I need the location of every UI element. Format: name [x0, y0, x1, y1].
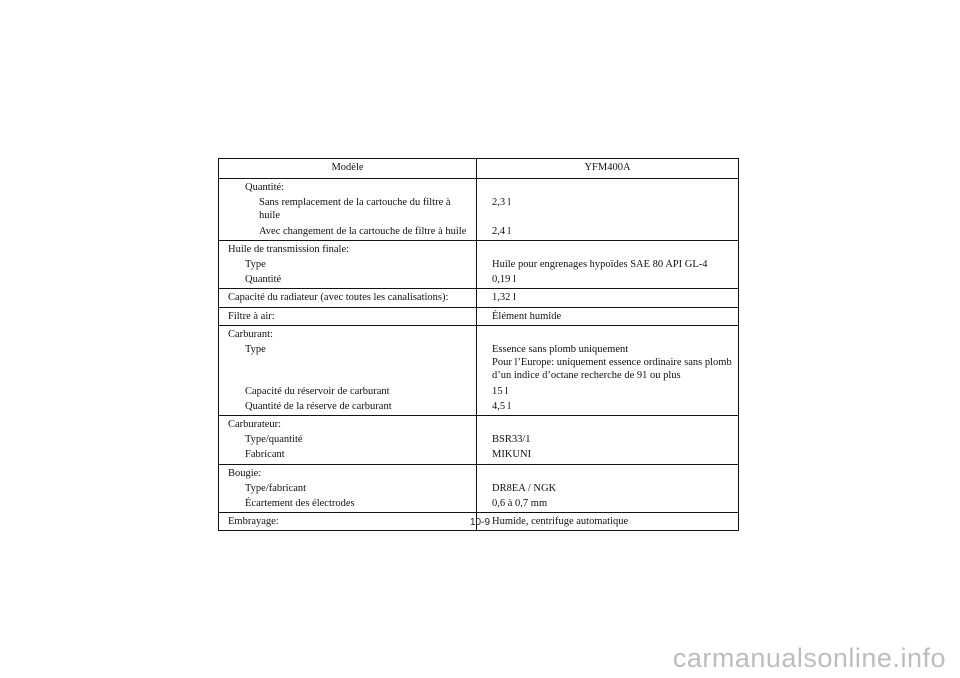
row-value: Élément humide — [477, 307, 739, 325]
row-label: Type — [245, 344, 266, 356]
spec-table — [218, 158, 739, 531]
row-value: Humide, centrifuge automatique — [477, 513, 739, 531]
row-value-multiline — [477, 342, 739, 384]
row-label: Capacité du réservoir de carburant — [245, 385, 390, 397]
table-header-row — [219, 159, 739, 179]
row-label: Quantité — [245, 274, 282, 286]
row-label: Avec changement de la cartouche de filtre à huile — [259, 225, 467, 237]
row-label: Quantité de la réserve de carburant — [245, 400, 392, 412]
row-value: 0,19 l — [477, 272, 739, 289]
row-label: Type/fabricant — [245, 482, 307, 494]
table-row — [219, 224, 739, 241]
row-value: 1,32 l — [477, 289, 739, 307]
table-row — [219, 272, 739, 289]
row-label: Écartement des électrodes — [245, 498, 355, 510]
value-line: Essence sans plomb uniquement — [492, 344, 629, 356]
table-row — [219, 496, 739, 513]
table-row — [219, 342, 739, 384]
table-row — [219, 179, 739, 196]
row-value: MIKUNI — [477, 447, 739, 464]
value-line: d’un indice d’octane recherche de 91 ou plus — [492, 370, 681, 382]
row-label: Carburateur: — [219, 416, 477, 433]
row-value: 4,5 l — [477, 399, 739, 416]
row-value: BSR33/1 — [477, 432, 739, 447]
table-row — [219, 257, 739, 272]
row-label: Huile de transmission finale: — [219, 240, 477, 257]
table-row — [219, 432, 739, 447]
table-row — [219, 399, 739, 416]
row-label: Fabricant — [245, 449, 285, 461]
header-model-value: YFM400A — [477, 159, 739, 179]
page-number: 10-9 — [469, 517, 490, 528]
row-label: Filtre à air: — [219, 307, 477, 325]
row-label: Embrayage: — [219, 513, 477, 531]
row-value: Huile pour engrenages hypoïdes SAE 80 API GL-4 — [477, 257, 739, 272]
row-label: Carburant: — [219, 325, 477, 342]
row-label: Type — [245, 259, 266, 271]
row-label: Bougie: — [219, 464, 477, 481]
table-row — [219, 416, 739, 433]
row-label: Capacité du radiateur (avec toutes les canalisations): — [219, 289, 477, 307]
table-row — [219, 307, 739, 325]
table-row — [219, 481, 739, 496]
row-value: 2,3 l — [477, 195, 739, 223]
row-value: DR8EA / NGK — [477, 481, 739, 496]
row-label: Quantité: — [245, 182, 285, 193]
table-row — [219, 325, 739, 342]
row-label: Type/quantité — [245, 434, 303, 446]
table-row — [219, 195, 739, 223]
table-row — [219, 447, 739, 464]
table-row — [219, 289, 739, 307]
value-line: Pour l’Europe: uniquement essence ordinaire sans plomb — [492, 357, 732, 369]
row-value: 15 l — [477, 384, 739, 399]
row-value: 2,4 l — [477, 224, 739, 241]
table-row — [219, 240, 739, 257]
header-model-label: Modèle — [219, 159, 477, 179]
row-value: 0,6 à 0,7 mm — [477, 496, 739, 513]
row-label: Sans remplacement de la cartouche du filtre à huile — [259, 197, 451, 222]
table-row — [219, 384, 739, 399]
table-row — [219, 464, 739, 481]
watermark: carmanualsonline.info — [672, 643, 946, 673]
